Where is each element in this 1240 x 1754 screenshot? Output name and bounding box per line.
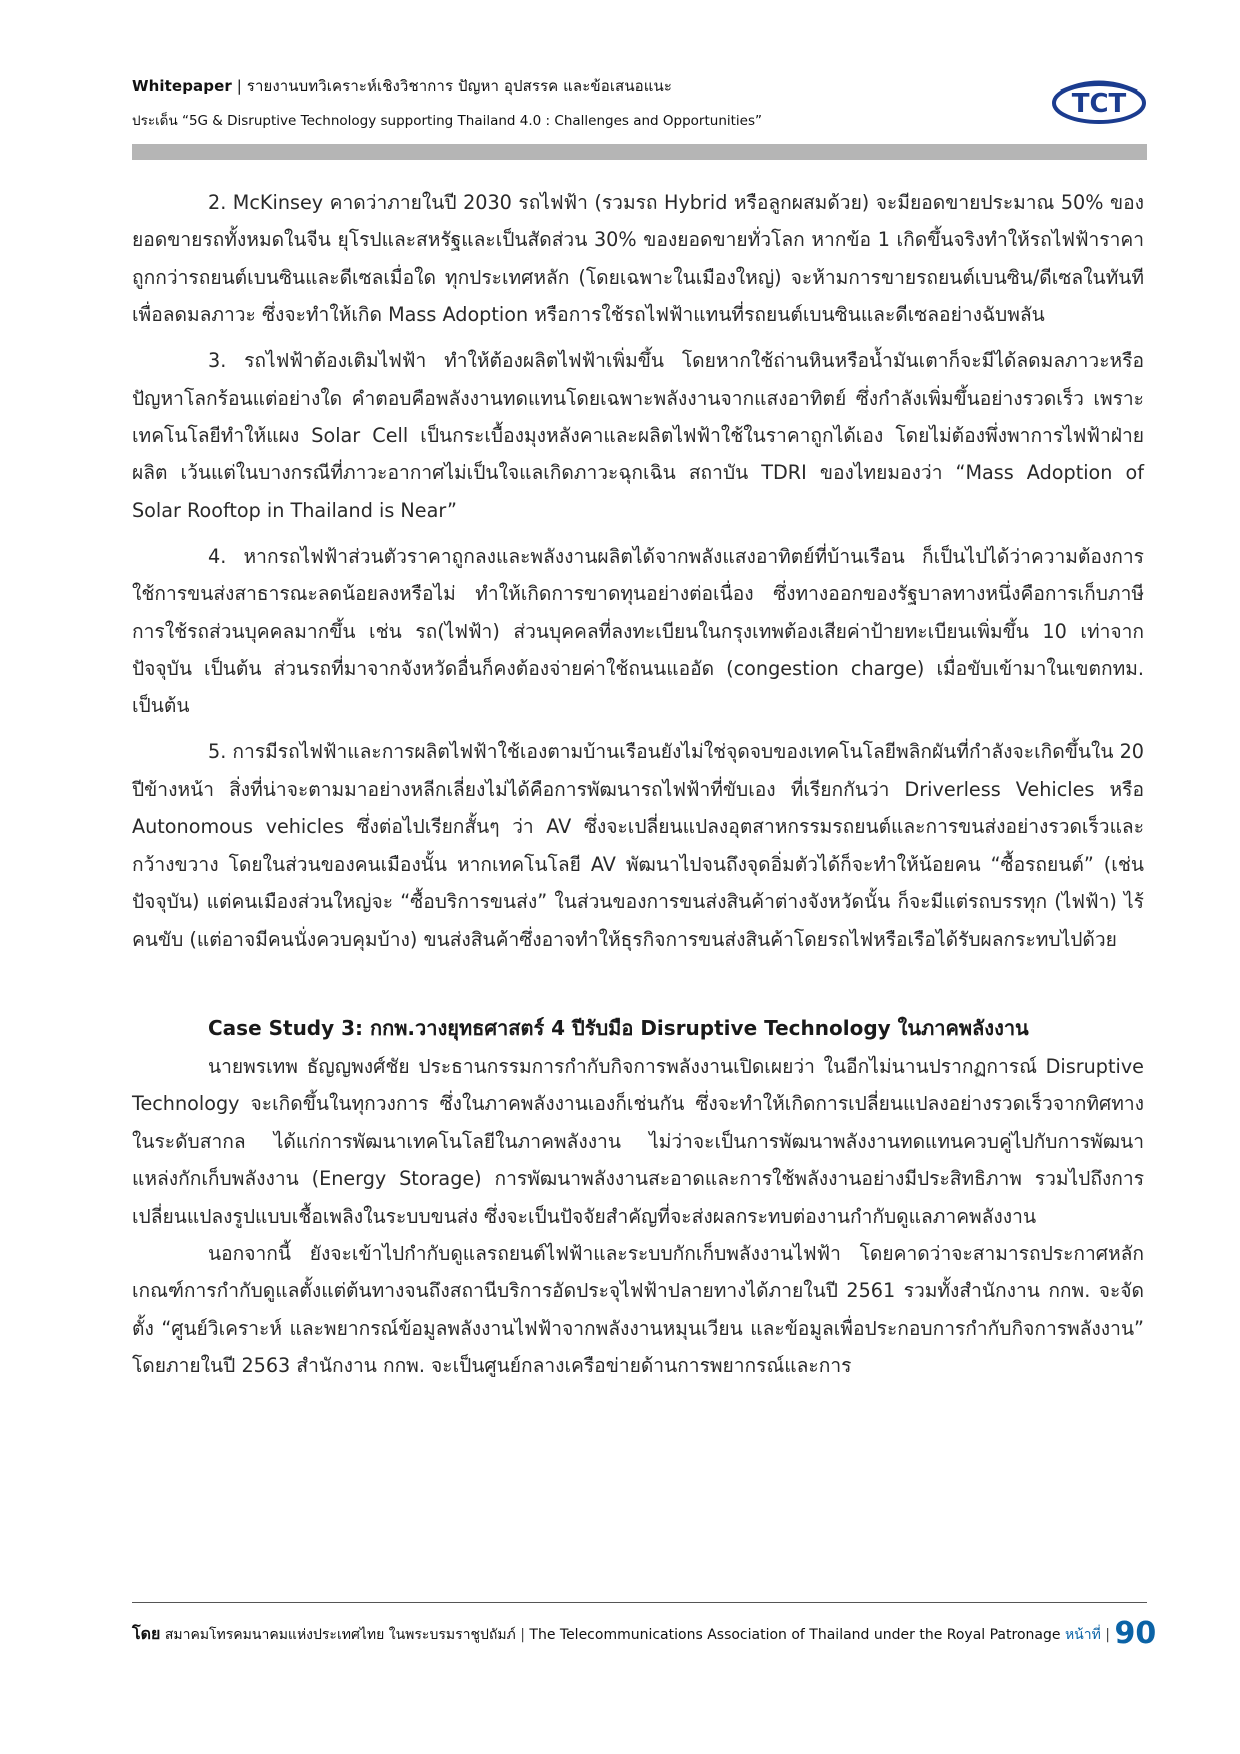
logo-text: TCT — [1071, 89, 1127, 119]
page-number: 90 — [1114, 1616, 1157, 1651]
footer-by: โดย — [132, 1624, 161, 1643]
header-brand: Whitepaper — [132, 77, 232, 95]
footer-page-label: หน้าที่ — [1064, 1627, 1101, 1643]
case-study-paragraph-1: นายพรเทพ ธัญญพงศ์ชัย ประธานกรรมการกำกับกิจการพลังงานเปิดเผยว่า ในอีกไม่นานปรากฏการณ์ Disruptive Technology จะเกิดขึ้นในทุกวงการ ซึ่งในภาคพลังงานเองก็เช่นกัน ซึ่งจะทำให้เกิดการเปลี่ยนแปลงอย่างรวดเร็วจากทิศทางในระดับสากล ได้แก่การพัฒนาเทคโนโลยีในภาคพลังงาน ไม่ว่าจะเป็นการพัฒนาพลังงานทดแทนควบคู่ไปกับการพัฒนาแหล่งกักเก็บพลังงาน (Energy Storage) การพัฒนาพลังงานสะอาดและการใช้พลังงานอย่างมีประสิทธิภาพ รวมไปถึงการเปลี่ยนแปลงรูปแบบเชื้อเพลิงในระบบขนส่ง ซึ่งจะเป็นปัจจัยสำคัญที่จะส่งผลกระทบต่องานกำกับดูแลภาคพลังงาน — [132, 1054, 1144, 1228]
header-title-line — [132, 74, 1092, 98]
header-divider-bar — [132, 144, 1147, 160]
page-footer — [132, 1616, 1157, 1656]
paragraph-3: 3. รถไฟฟ้าต้องเติมไฟฟ้า ทำให้ต้องผลิตไฟฟ้าเพิ่มขึ้น โดยหากใช้ถ่านหินหรือน้ำมันเตาก็จะมีได้ลดมลภาวะหรือปัญหาโลกร้อนแต่อย่างใด คำตอบคือพลังงานทดแทนโดยเฉพาะพลังงานจากแสงอาทิตย์ ซึ่งกำลังเพิ่มขึ้นอย่างรวดเร็ว เพราะเทคโนโลยีทำให้แผง Solar Cell เป็นกระเบื้องมุงหลังคาและผลิตไฟฟ้าใช้ในราคาถูกได้เอง โดยไม่ต้องพึ่งพาการไฟฟ้าฝ่ายผลิต เว้นแต่ในบางกรณีที่ภาวะอากาศไม่เป็นใจแลเกิดภาวะฉุกเฉิน สถาบัน TDRI ของไทยมองว่า “Mass Adoption of Solar Rooftop in Thailand is Near” — [132, 349, 1144, 522]
footer-org-thai: สมาคมโทรคมนาคมแห่งประเทศไทย ในพระบรมราชูปถัมภ์ — [164, 1627, 516, 1643]
footer-org-english: The Telecommunications Association of Thailand under the Royal Patronage — [529, 1627, 1061, 1643]
footer-page-separator: | — [1105, 1627, 1110, 1643]
main-content — [132, 184, 1144, 1385]
header-subtitle: รายงานบทวิเคราะห์เชิงวิชาการ ปัญหา อุปสรรค และข้อเสนอแนะ — [246, 77, 673, 95]
paragraph-2: 2. McKinsey คาดว่าภายในปี 2030 รถไฟฟ้า (รวมรถ Hybrid หรือลูกผสมด้วย) จะมียอดขายประมาณ 50% ของยอดขายรถทั้งหมดในจีน ยุโรปและสหรัฐและเป็นสัดส่วน 30% ของยอดขายทั่วโลก หากข้อ 1 เกิดขึ้นจริงทำให้รถไฟฟ้าราคาถูกกว่ารถยนต์เบนซินและดีเซลเมื่อใด ทุกประเทศหลัก (โดยเฉพาะในเมืองใหญ่) จะห้ามการขายรถยนต์เบนซิน/ดีเซลในทันทีเพื่อลดมลภาวะ ซึ่งจะทำให้เกิด Mass Adoption หรือการใช้รถไฟฟ้าแทนที่รถยนต์เบนซินและดีเซลอย่างฉับพลัน — [132, 191, 1144, 327]
header-topic: ประเด็น “5G & Disruptive Technology supporting Thailand 4.0 : Challenges and Opportunities” — [132, 113, 763, 129]
paragraph-5: 5. การมีรถไฟฟ้าและการผลิตไฟฟ้าใช้เองตามบ้านเรือนยังไม่ใช่จุดจบของเทคโนโลยีพลิกผันที่กำลังจะเกิดขึ้นใน 20 ปีข้างหน้า สิ่งที่น่าจะตามมาอย่างหลีกเลี่ยงไม่ได้คือการพัฒนารถไฟฟ้าที่ขับเอง ที่เรียกกันว่า Driverless Vehicles หรือ Autonomous vehicles ซึ่งต่อไปเรียกสั้นๆ ว่า AV ซึ่งจะเปลี่ยนแปลงอุตสาหกรรมรถยนต์และการขนส่งอย่างรวดเร็วและกว้างขวาง โดยในส่วนของคนเมืองนั้น หากเทคโนโลยี AV พัฒนาไปจนถึงจุดอิ่มตัวได้ก็จะทำให้น้อยคน “ซื้อรถยนต์” (เช่นปัจจุบัน) แต่คนเมืองส่วนใหญ่จะ “ซื้อบริการขนส่ง” ในส่วนของการขนส่งสินค้าต่างจังหวัดนั้น ก็จะมีแต่รถบรรทุก (ไฟฟ้า) ไร้คนขับ (แต่อาจมีคนนั่งควบคุมบ้าง) ขนส่งสินค้าซึ่งอาจทำให้ธุรกิจการขนส่งสินค้าโดยรถไฟหรือเรือได้รับผลกระทบไปด้วย — [132, 740, 1144, 951]
footer-divider — [132, 1602, 1147, 1603]
paragraph-4: 4. หากรถไฟฟ้าส่วนตัวราคาถูกลงและพลังงานผลิตได้จากพลังแสงอาทิตย์ที่บ้านเรือน ก็เป็นไปได้ว่าความต้องการใช้การขนส่งสาธารณะลดน้อยลงหรือไม่ ทำให้เกิดการขาดทุนอย่างต่อเนื่อง ซึ่งทางออกของรัฐบาลทางหนึ่งคือการเก็บภาษีการใช้รถส่วนบุคคลมากขึ้น เช่น รถ(ไฟฟ้า) ส่วนบุคคลที่ลงทะเบียนในกรุงเทพต้องเสียค่าป้ายทะเบียนเพิ่มขึ้น 10 เท่าจากปัจจุบัน เป็นต้น ส่วนรถที่มาจากจังหวัดอื่นก็คงต้องจ่ายค่าใช้ถนนแออัด (congestion charge) เมื่อขับเข้ามาในเขตกทม. เป็นต้น — [132, 544, 1144, 718]
case-study-title: Case Study 3: กกพ.วางยุทธศาสตร์ 4 ปีรับมือ Disruptive Technology ในภาคพลังงาน — [208, 1015, 1029, 1040]
tct-logo — [1051, 77, 1147, 127]
footer-separator: | — [520, 1627, 525, 1643]
page-header — [132, 74, 1092, 131]
header-separator: | — [236, 77, 242, 95]
case-study-paragraph-2: นอกจากนี้ ยังจะเข้าไปกำกับดูแลรถยนต์ไฟฟ้าและระบบกักเก็บพลังงานไฟฟ้า โดยคาดว่าจะสามารถประกาศหลักเกณฑ์การกำกับดูแลตั้งแต่ต้นทางจนถึงสถานีบริการอัดประจุไฟฟ้าปลายทางได้ภายในปี 2561 รวมทั้งสำนักงาน กกพ. จะจัดตั้ง “ศูนย์วิเคราะห์ และพยากรณ์ข้อมูลพลังงานไฟฟ้าจากพลังงานหมุนเวียน และข้อมูลเพื่อประกอบการกำกับกิจการพลังงาน” โดยภายในปี 2563 สำนักงาน กกพ. จะเป็นศูนย์กลางเครือข่ายด้านการพยากรณ์และการ — [132, 1241, 1144, 1378]
